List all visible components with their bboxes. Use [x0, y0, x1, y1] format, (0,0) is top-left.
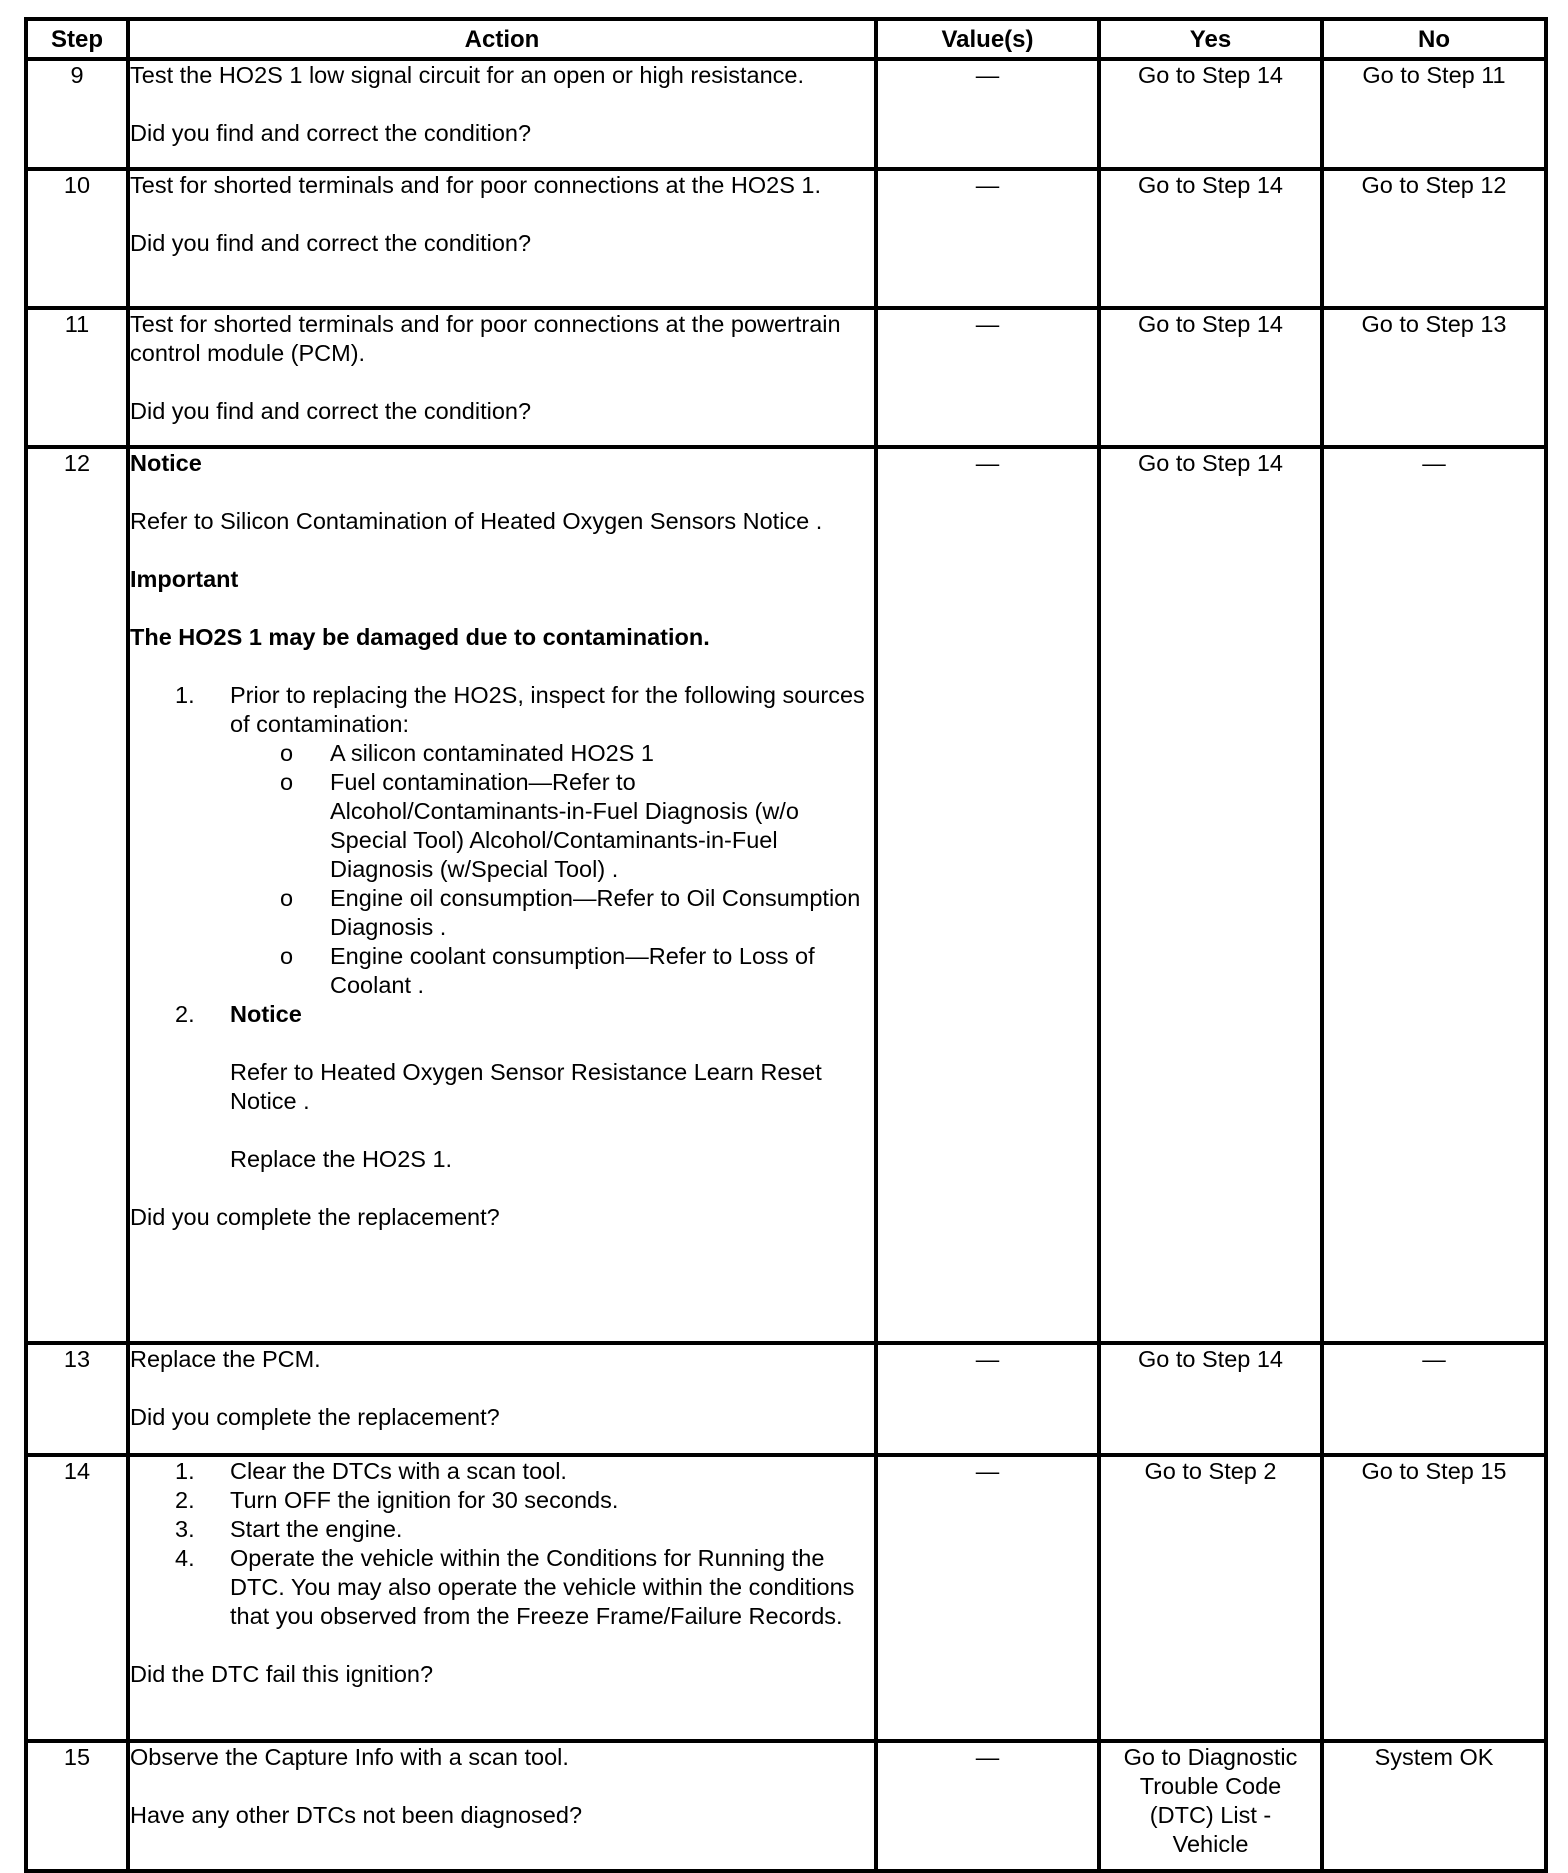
list-item: [280, 884, 874, 942]
action-text: Test for shorted terminals and for poor connections at the powertrain control module (PCM).: [130, 311, 841, 366]
yes-cell: Go to Step 2: [1099, 1455, 1322, 1741]
item-notice-heading: Notice: [230, 1001, 302, 1027]
sub-item-text: Engine oil consumption—Refer to Oil Consumption Diagnosis .: [330, 885, 861, 940]
item-number: 4.: [175, 1545, 195, 1571]
yes-cell: Go to Diagnostic Trouble Code (DTC) List - Vehicle: [1099, 1741, 1322, 1871]
step-number: 15: [26, 1741, 128, 1871]
value-cell: —: [876, 308, 1099, 447]
no-cell: Go to Step 15: [1322, 1455, 1546, 1741]
action-text: Observe the Capture Info with a scan tool.: [130, 1744, 569, 1770]
action-question: Did you find and correct the condition?: [130, 120, 532, 146]
value-cell: —: [876, 1741, 1099, 1871]
header-yes: Yes: [1099, 19, 1322, 59]
list-item: [280, 739, 874, 768]
header-action: Action: [128, 19, 876, 59]
value-cell: —: [876, 447, 1099, 1343]
item-text: Prior to replacing the HO2S, inspect for the following sources of contamination:: [230, 682, 865, 737]
action-text: Test the HO2S 1 low signal circuit for an open or high resistance.: [130, 62, 805, 88]
item-notice-text: Refer to Heated Oxygen Sensor Resistance Learn Reset Notice .: [230, 1059, 822, 1114]
list-item: [175, 1515, 874, 1544]
table-row: [26, 169, 1546, 308]
yes-cell: Go to Step 14: [1099, 308, 1322, 447]
action-text: Replace the PCM.: [130, 1346, 321, 1372]
step-number: 12: [26, 447, 128, 1343]
list-item: [175, 681, 874, 1000]
sub-item-text: A silicon contaminated HO2S 1: [330, 740, 654, 766]
header-values: Value(s): [876, 19, 1099, 59]
no-cell: —: [1322, 1343, 1546, 1455]
circle-bullet-icon: o: [280, 885, 294, 911]
item-text: Operate the vehicle within the Conditions for Running the DTC. You may also operate the vehicle within the conditions that you observed from the Freeze Frame/Failure Records.: [230, 1545, 855, 1629]
action-cell: [128, 169, 876, 308]
action-cell: [128, 308, 876, 447]
procedure-list: [130, 681, 874, 1174]
action-question: Did you complete the replacement?: [130, 1204, 500, 1230]
item-number: 1.: [175, 1458, 195, 1484]
table-row: [26, 1455, 1546, 1741]
list-item: [175, 1544, 874, 1631]
header-step: Step: [26, 19, 128, 59]
table-row: [26, 308, 1546, 447]
item-text: Start the engine.: [230, 1516, 403, 1542]
notice-text: Refer to Silicon Contamination of Heated Oxygen Sensors Notice .: [130, 508, 823, 534]
item-number: 3.: [175, 1516, 195, 1542]
step-number: 13: [26, 1343, 128, 1455]
item-number: 2.: [175, 1001, 195, 1027]
important-text: The HO2S 1 may be damaged due to contamination.: [130, 624, 710, 650]
no-cell: System OK: [1322, 1741, 1546, 1871]
no-cell: Go to Step 12: [1322, 169, 1546, 308]
diagnostic-table: [24, 17, 1548, 1873]
action-cell: [128, 1455, 876, 1741]
no-cell: —: [1322, 447, 1546, 1343]
value-cell: —: [876, 1343, 1099, 1455]
important-heading: Important: [130, 566, 239, 592]
header-row: [26, 19, 1546, 59]
step-number: 9: [26, 59, 128, 169]
sub-item-text: Engine coolant consumption—Refer to Loss of Coolant .: [330, 943, 815, 998]
circle-bullet-icon: o: [280, 740, 294, 766]
step-number: 10: [26, 169, 128, 308]
item-text: Clear the DTCs with a scan tool.: [230, 1458, 567, 1484]
action-cell: [128, 1741, 876, 1871]
action-question: Did you find and correct the condition?: [130, 398, 532, 424]
item-text: Turn OFF the ignition for 30 seconds.: [230, 1487, 619, 1513]
action-question: Have any other DTCs not been diagnosed?: [130, 1802, 583, 1828]
table-row: [26, 1741, 1546, 1871]
action-question: Did the DTC fail this ignition?: [130, 1661, 434, 1687]
table-row: [26, 447, 1546, 1343]
step-number: 11: [26, 308, 128, 447]
action-cell: [128, 1343, 876, 1455]
action-cell: [128, 447, 876, 1343]
step-number: 14: [26, 1455, 128, 1741]
sub-item-text: Fuel contamination—Refer to Alcohol/Contaminants-in-Fuel Diagnosis (w/o Special Tool) Alcohol/Contaminants-in-Fuel Diagnosis (w/Special Tool) .: [330, 769, 799, 882]
value-cell: —: [876, 1455, 1099, 1741]
no-cell: Go to Step 11: [1322, 59, 1546, 169]
list-item: [175, 1000, 874, 1174]
list-item: [175, 1486, 874, 1515]
action-text: Test for shorted terminals and for poor connections at the HO2S 1.: [130, 172, 822, 198]
table-row: [26, 59, 1546, 169]
list-item: [280, 942, 874, 1000]
action-question: Did you find and correct the condition?: [130, 230, 532, 256]
item-text: Replace the HO2S 1.: [230, 1146, 453, 1172]
circle-bullet-icon: o: [280, 943, 294, 969]
contamination-sources-list: [230, 739, 874, 1000]
yes-cell: Go to Step 14: [1099, 1343, 1322, 1455]
yes-cell: Go to Step 14: [1099, 59, 1322, 169]
table-row: [26, 1343, 1546, 1455]
action-question: Did you complete the replacement?: [130, 1404, 500, 1430]
action-cell: [128, 59, 876, 169]
circle-bullet-icon: o: [280, 769, 294, 795]
procedure-list: [130, 1457, 874, 1631]
value-cell: —: [876, 169, 1099, 308]
yes-cell: Go to Step 14: [1099, 447, 1322, 1343]
header-no: No: [1322, 19, 1546, 59]
notice-heading: Notice: [130, 450, 202, 476]
item-number: 1.: [175, 682, 195, 708]
no-cell: Go to Step 13: [1322, 308, 1546, 447]
yes-cell: Go to Step 14: [1099, 169, 1322, 308]
value-cell: —: [876, 59, 1099, 169]
list-item: [280, 768, 874, 884]
list-item: [175, 1457, 874, 1486]
item-number: 2.: [175, 1487, 195, 1513]
